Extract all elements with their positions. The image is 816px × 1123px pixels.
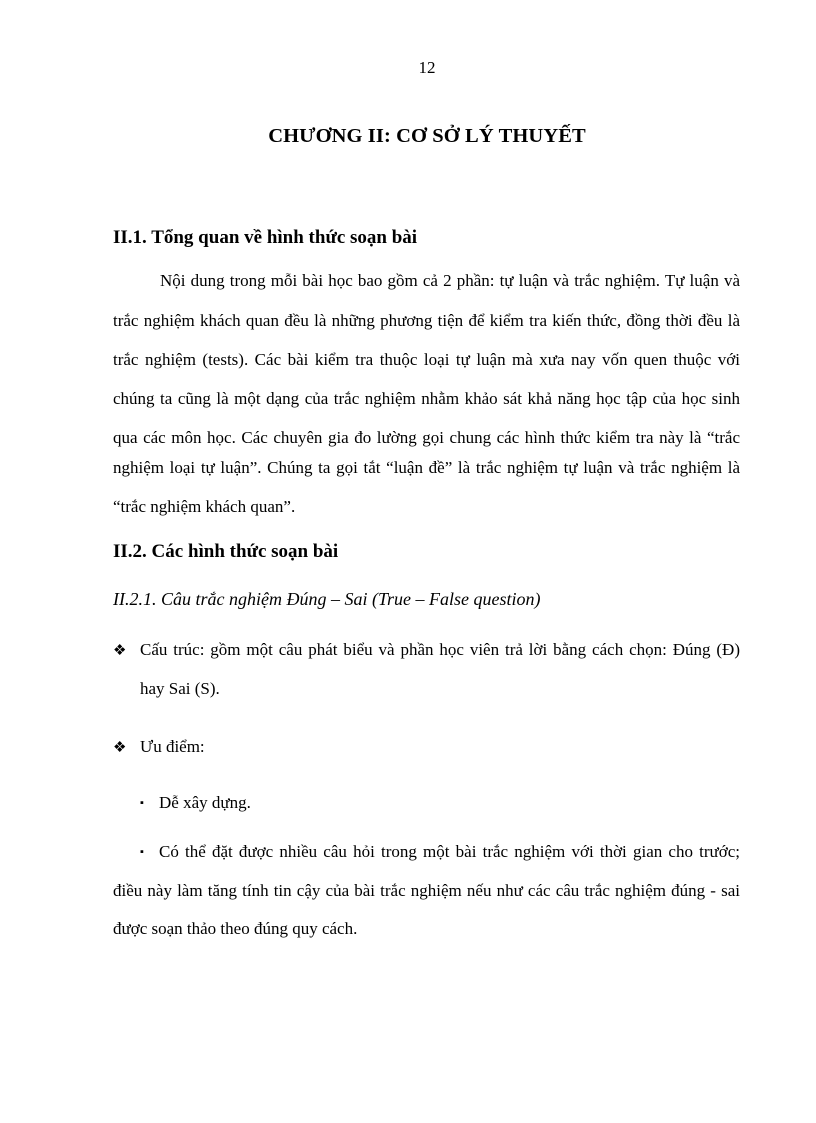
structure-item [113,640,740,660]
chapter-title: CHƯƠNG II: CƠ SỞ LÝ THUYẾT [268,125,586,147]
advantages-item [113,737,205,757]
square-bullet-icon: ▪ [140,797,144,809]
advantage-text: Có thể đặt được nhiều câu hỏi trong một bài trắc nghiệm với thời gian cho trước; [159,842,740,861]
structure-text: Cấu trúc: gồm một câu phát biểu và phần học viên trả lời bằng cách chọn: Đúng (Đ) [140,640,740,659]
advantage-text-continued: được soạn thảo theo đúng quy cách. [113,919,358,938]
page-number: 12 [418,58,436,77]
structure-text-continued: hay Sai (S). [140,679,220,698]
advantage-text-continued: điều này làm tăng tính tin cậy của bài trắc nghiệm nếu như các câu trắc nghiệm đúng - sai [113,881,740,900]
diamond-bullet-icon: ❖ [113,740,127,756]
paragraph-line: qua các môn học. Các chuyên gia đo lường gọi chung các hình thức kiểm tra này là “trắc [113,428,740,447]
advantage-item-2 [140,842,740,862]
diamond-bullet-icon: ❖ [113,643,127,659]
paragraph-line: chúng ta cũng là một dạng của trắc nghiệm nhằm khảo sát khả năng học tập của học sinh [113,389,740,408]
paragraph-line: trắc nghiệm khách quan đều là những phương tiện để kiểm tra kiến thức, đồng thời đều là [113,311,740,330]
advantage-text: Dễ xây dựng. [159,793,251,812]
square-bullet-icon: ▪ [140,846,144,858]
paragraph-line: nghiệm loại tự luận”. Chúng ta gọi tắt “luận đề” là trắc nghiệm tự luận và trắc nghiệm là [113,458,740,477]
section-heading-1: II.1. Tổng quan về hình thức soạn bài [113,227,418,248]
section-heading-2: II.2. Các hình thức soạn bài [113,541,339,562]
paragraph-line: Nội dung trong mỗi bài học bao gồm cả 2 phần: tự luận và trắc nghiệm. Tự luận và [160,271,740,290]
paragraph-line: trắc nghiệm (tests). Các bài kiểm tra thuộc loại tự luận mà xưa nay vốn quen thuộc với [113,350,740,369]
subsection-heading: II.2.1. Câu trắc nghiệm Đúng – Sai (True – False question) [113,589,541,609]
advantage-item-1 [140,793,251,813]
advantages-label: Ưu điểm: [140,737,205,756]
paragraph-line: “trắc nghiệm khách quan”. [113,497,296,516]
